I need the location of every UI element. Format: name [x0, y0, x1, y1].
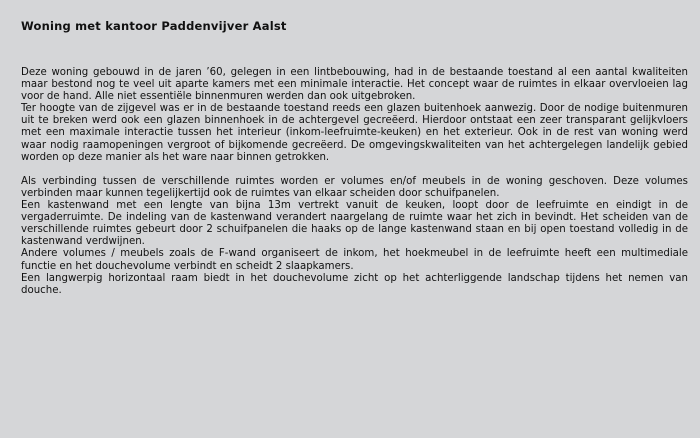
paragraph-1-sentence-1: Deze woning gebouwd in de jaren ’60, gelegen in een lintbebouwing, had in de bestaande toestand al een aantal kwaliteiten maar bestond nog te veel uit aparte kamers met een minimale interactie. Het concept waar de ruimtes in elkaar overvloeien lag voor de hand. Alle niet essentiële binnenmuren werden dan ook uitgebroken. [21, 67, 688, 103]
paragraph-1-sentence-2: Ter hoogte van de zijgevel was er in de bestaande toestand reeds een glazen buitenhoek aanwezig. Door de nodige buitenmuren uit te breken werd ook een glazen binnenhoek in de achtergevel gecreëerd. Hierdoor ontstaat een zeer transparant gelijkvloers met een maximale interactie tussen het interieur (inkom-leefruimte-keuken) en het exterieur. Ook in de rest van woning werd waar nodig raamopeningen vergroot of bijkomende gecreëerd. De omgevingskwaliteiten van het achtergelegen landelijk gebied worden op deze manier als het ware naar binnen getrokken. [21, 103, 688, 163]
paragraph-1 [21, 67, 688, 164]
paragraph-2-sentence-2: Een kastenwand met een lengte van bijna 13m vertrekt vanuit de keuken, loopt door de leefruimte en eindigt in de vergaderruimte. De indeling van de kastenwand verandert naargelang de ruimte waar het zich in bevindt. Het scheiden van de verschillende ruimtes gebeurt door 2 schuifpanelen die haaks op de lange kastenwand staan en bij open toestand volledig in de kastenwand verdwijnen. [21, 200, 688, 248]
paragraph-2-sentence-3: Andere volumes / meubels zoals de F-wand organiseert de inkom, het hoekmeubel in de leefruimte heeft een multimediale functie en het douchevolume verbindt en scheidt 2 slaapkamers. [21, 248, 688, 272]
paragraph-2-sentence-1: Als verbinding tussen de verschillende ruimtes worden er volumes en/of meubels in de woning geschoven. Deze volumes verbinden maar kunnen tegelijkertijd ook de ruimtes van elkaar scheiden door schuifpanelen. [21, 175, 688, 199]
paragraph-gap [21, 164, 688, 176]
document-body [21, 67, 688, 297]
document-title: Woning met kantoor Paddenvijver Aalst [21, 19, 287, 33]
paragraph-2 [21, 176, 688, 297]
paragraph-2-sentence-4: Een langwerpig horizontaal raam biedt in het douchevolume zicht op het achterliggende landschap tijdens het nemen van douche. [21, 272, 688, 296]
